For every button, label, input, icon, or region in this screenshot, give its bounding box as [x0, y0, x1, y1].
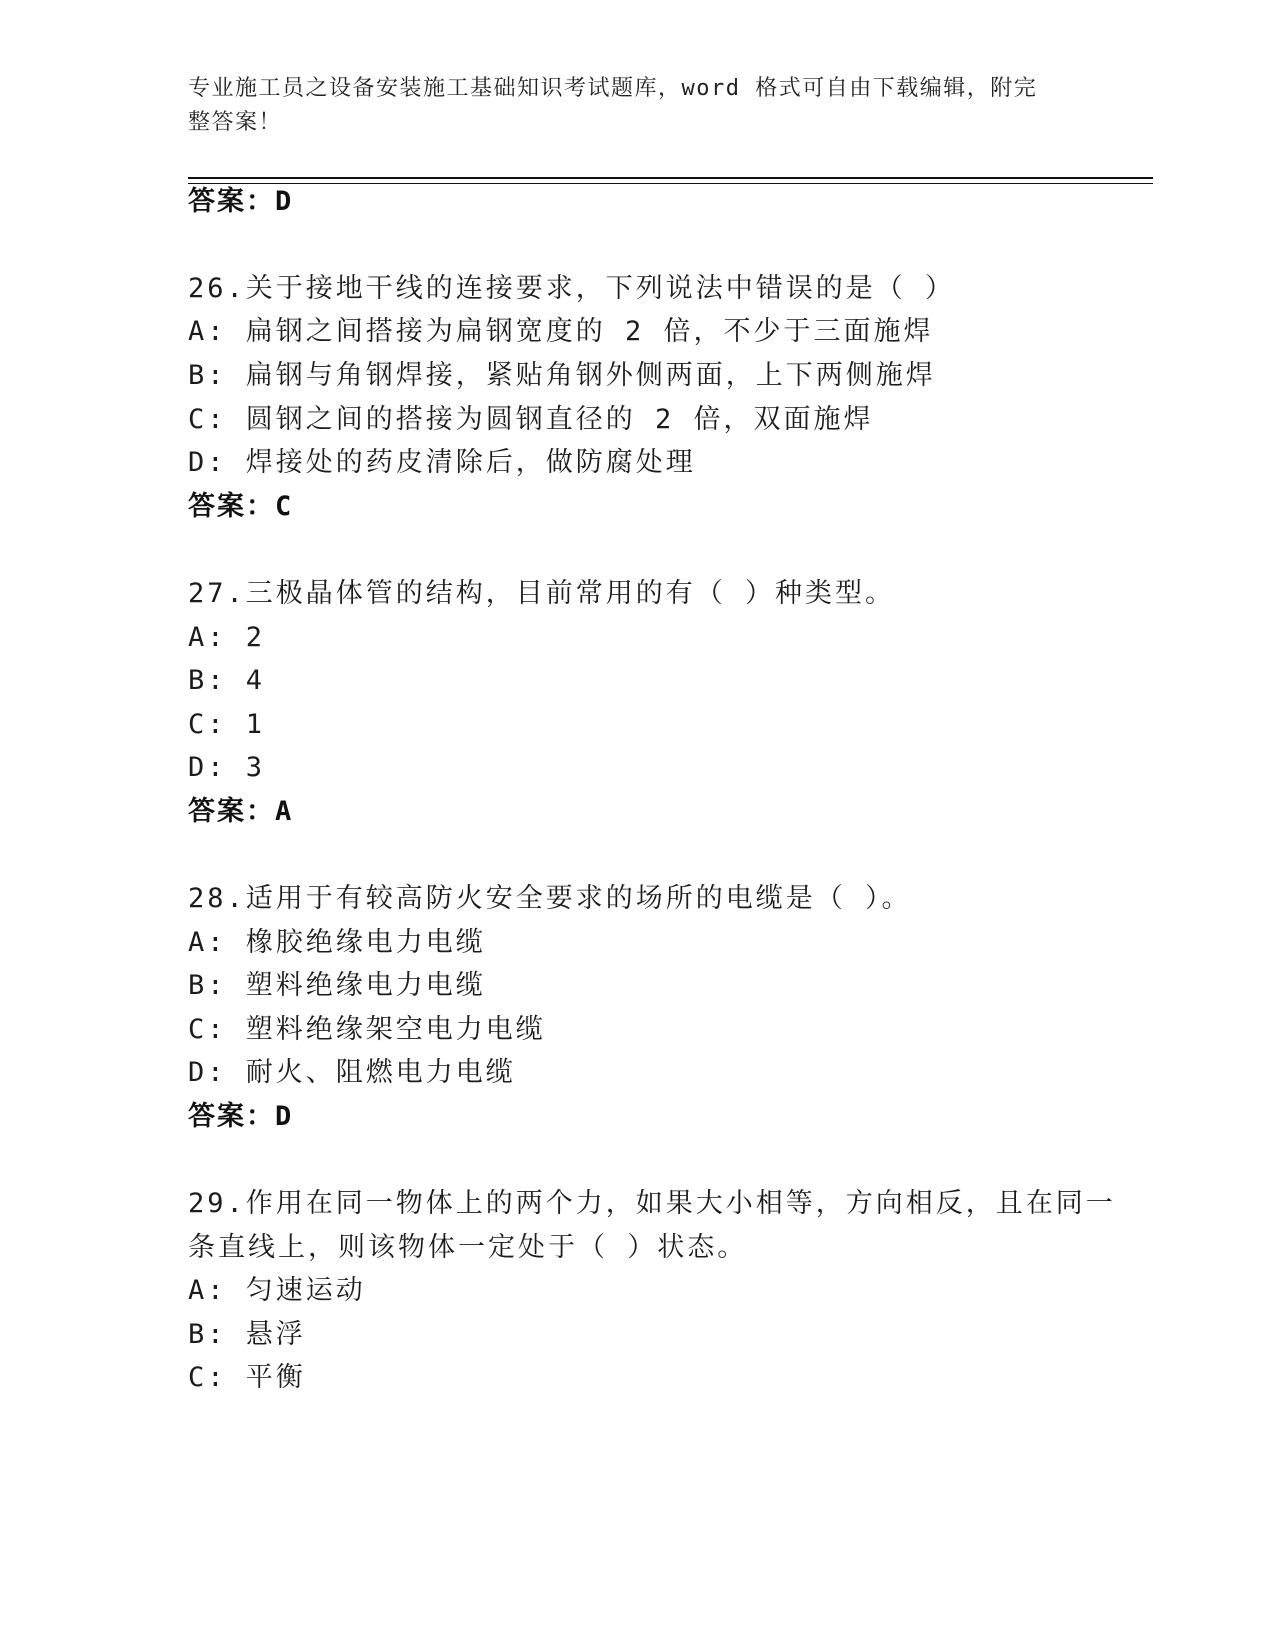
question-27-option-a: A: 2	[188, 622, 266, 653]
question-28-option-a: A: 橡胶绝缘电力电缆	[188, 927, 486, 958]
question-29-option-b: B: 悬浮	[188, 1319, 306, 1350]
question-27-option-c: C: 1	[188, 709, 266, 740]
question-26-option-c: C: 圆钢之间的搭接为圆钢直径的 2 倍，双面施焊	[188, 404, 874, 435]
answer-25: 答案：D	[188, 186, 294, 217]
question-27-option-b: B: 4	[188, 665, 266, 696]
answer-26: 答案：C	[188, 491, 294, 522]
page-header	[188, 72, 1088, 140]
header-line-2: 整答案！	[188, 110, 283, 135]
question-29-stem-line-2: 条直线上，则该物体一定处于（ ）状态。	[188, 1232, 748, 1263]
question-28-option-b: B: 塑料绝缘电力电缆	[188, 970, 486, 1001]
question-26-option-b: B: 扁钢与角钢焊接，紧贴角钢外侧两面，上下两侧施焊	[188, 360, 936, 391]
question-26-stem: 26.关于接地干线的连接要求，下列说法中错误的是（ ）	[188, 273, 956, 304]
header-divider-thin	[188, 183, 1153, 184]
answer-27: 答案：A	[188, 796, 294, 827]
question-27-option-d: D: 3	[188, 752, 266, 783]
question-26-option-d: D: 焊接处的药皮清除后，做防腐处理	[188, 447, 696, 478]
header-line-1: 专业施工员之设备安装施工基础知识考试题库，word 格式可自由下载编辑，附完	[188, 76, 1038, 101]
question-27-stem: 27.三极晶体管的结构，目前常用的有（ ）种类型。	[188, 578, 896, 609]
question-29-option-c: C: 平衡	[188, 1362, 306, 1393]
header-divider-thick	[188, 177, 1153, 179]
question-29-option-a: A: 匀速运动	[188, 1275, 366, 1306]
question-28-stem: 28.适用于有较高防火安全要求的场所的电缆是（ ）。	[188, 883, 912, 914]
question-28-option-d: D: 耐火、阻燃电力电缆	[188, 1057, 516, 1088]
question-29-stem-line-1: 29.作用在同一物体上的两个力，如果大小相等，方向相反，且在同一	[188, 1188, 1116, 1219]
question-26-option-a: A: 扁钢之间搭接为扁钢宽度的 2 倍，不少于三面施焊	[188, 316, 934, 347]
question-28-option-c: C: 塑料绝缘架空电力电缆	[188, 1014, 546, 1045]
answer-28: 答案：D	[188, 1101, 294, 1132]
